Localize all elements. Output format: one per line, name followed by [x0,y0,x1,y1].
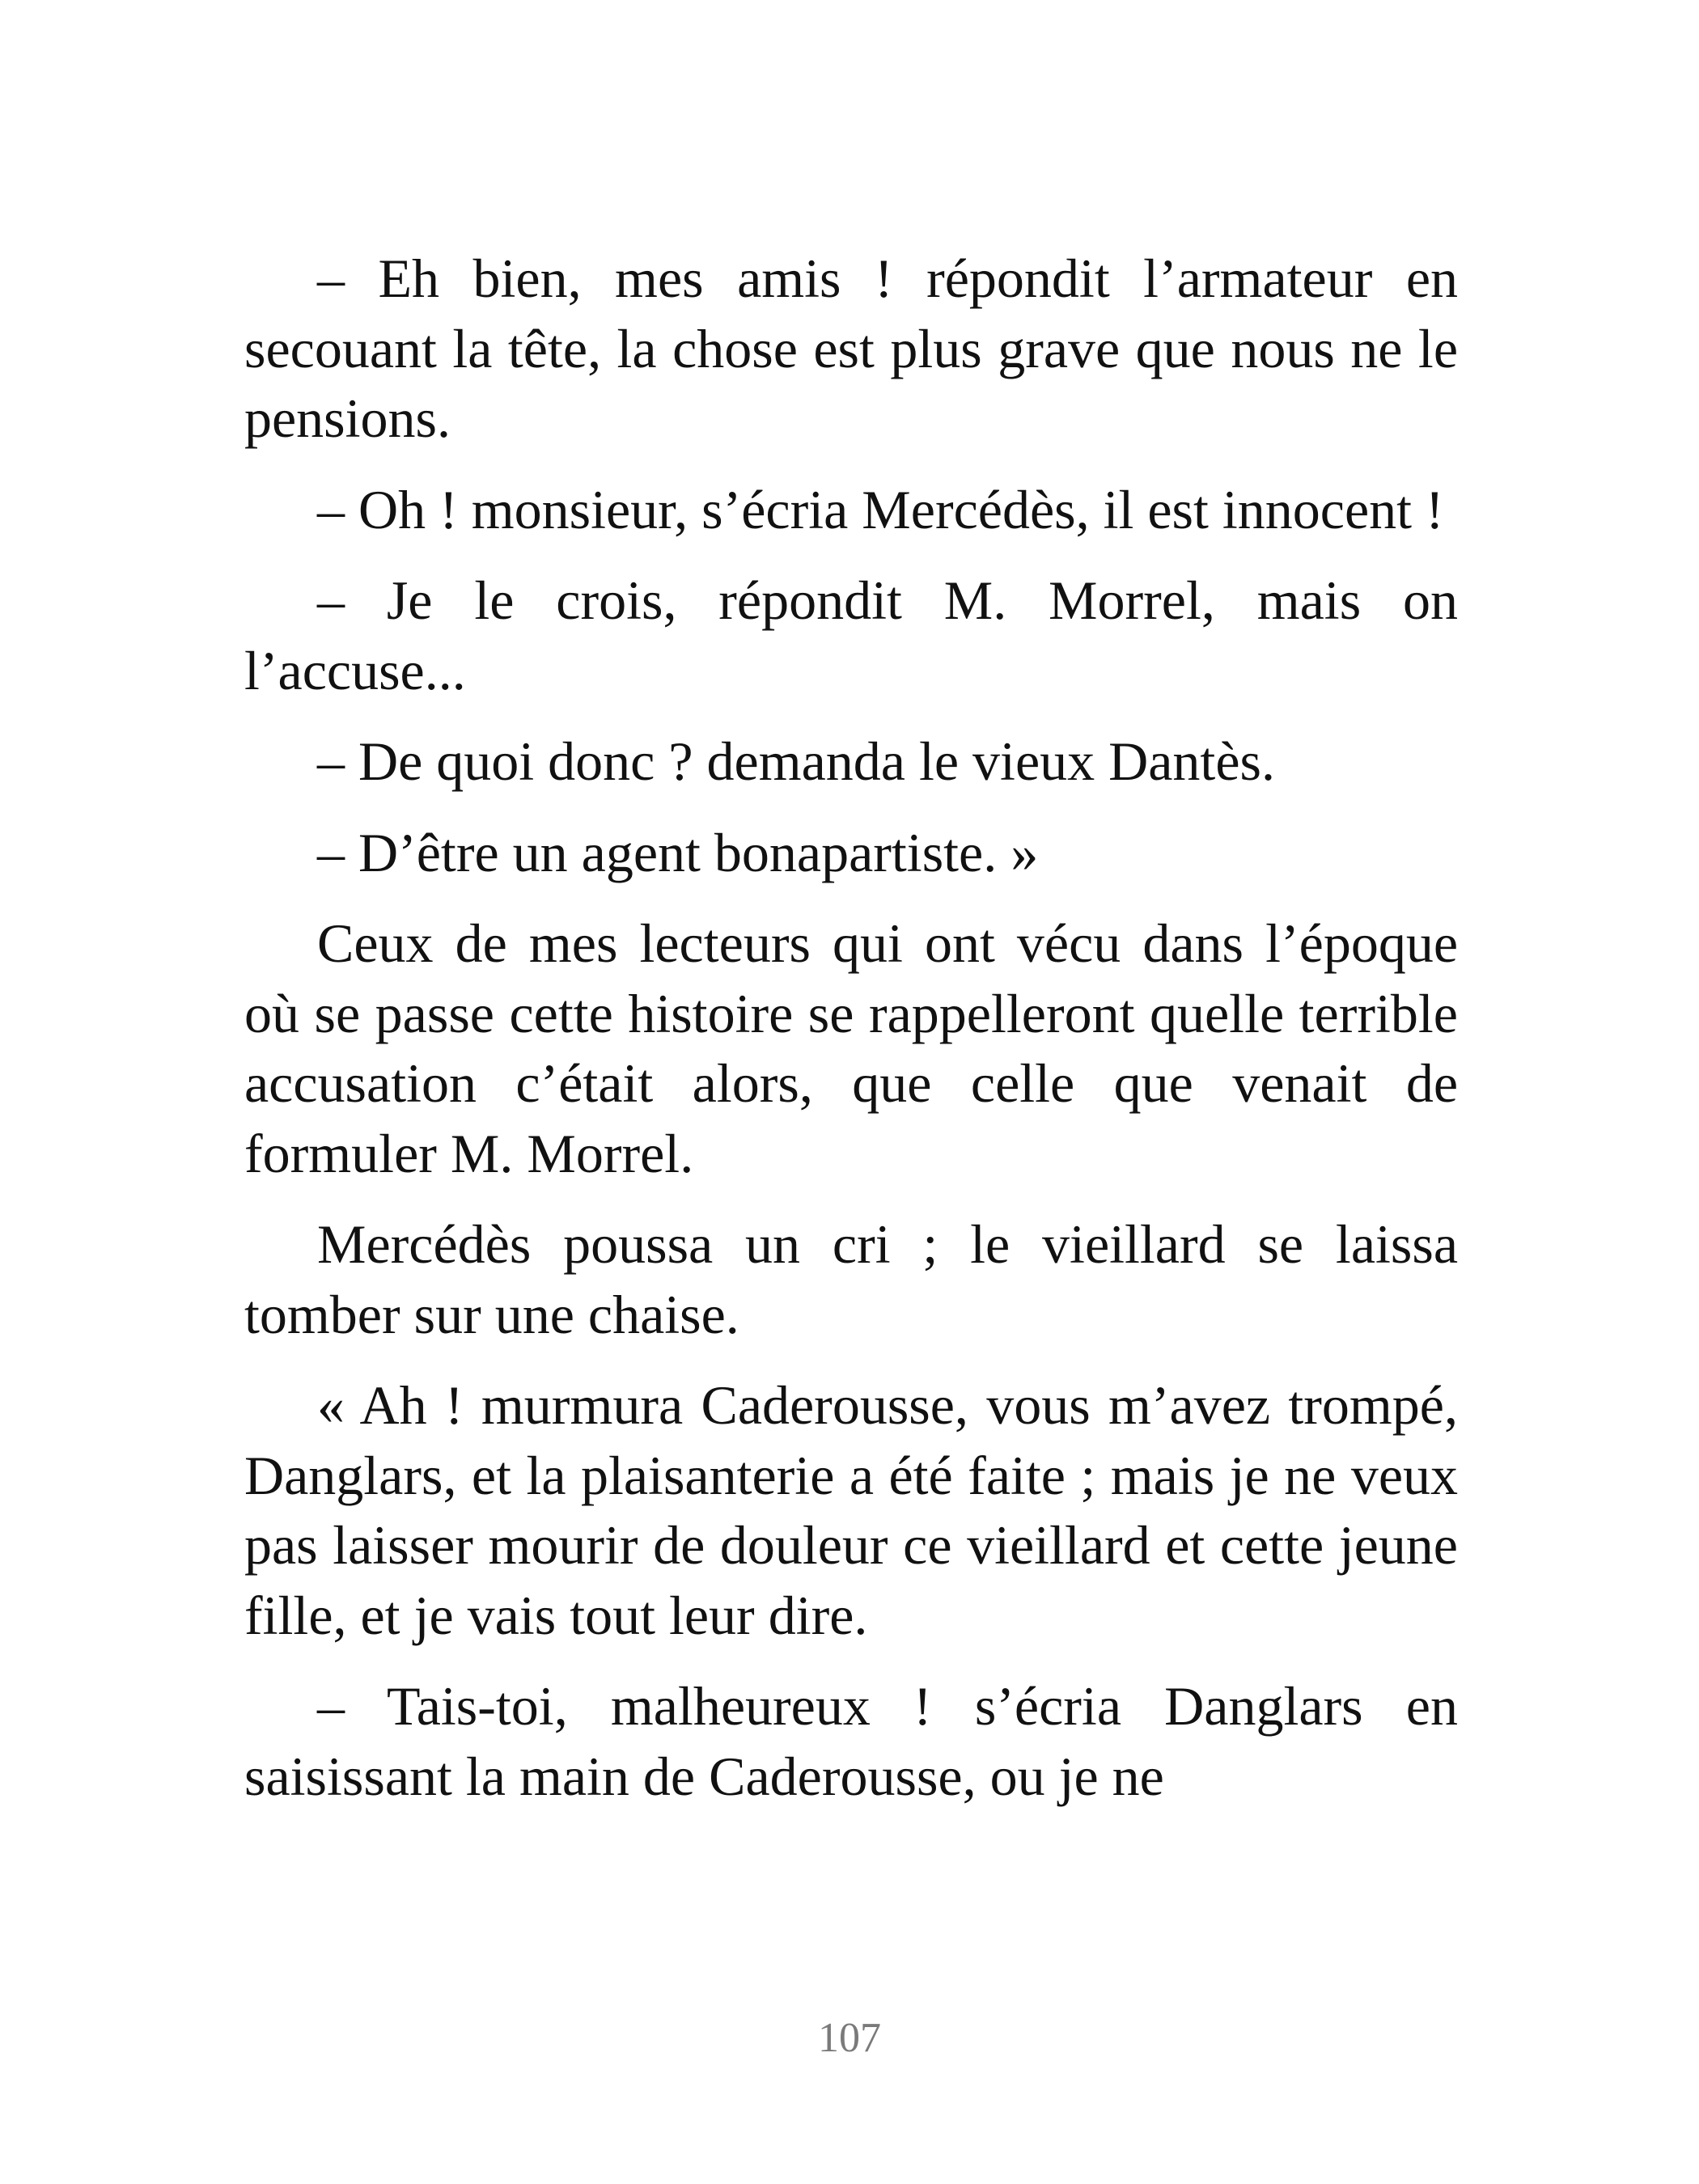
paragraph-4: – De quoi donc ? demanda le vieux Dantès. [317,730,1275,792]
paragraph-3: – Je le crois, répondit M. Morrel, mais on l’accuse... [244,569,1458,701]
paragraph-5: – D’être un agent bonapartiste. » [317,821,1039,883]
paragraph-1: – Eh bien, mes amis ! répondit l’armateur en secouant la tête, la chose est plus grave que nous ne le pensions. [244,248,1458,449]
paragraph-6: Ceux de mes lecteurs qui ont vécu dans l’époque où se passe cette histoire se rappelleront quelle terrible accusation c’était alors, que celle que venait de formuler M. Morrel. [244,912,1458,1184]
paragraph-8: « Ah ! murmura Caderousse, vous m’avez trompé, Danglars, et la plaisanterie a été faite ; mais je ne veux pas laisser mourir de douleur ce vieillard et cette jeune fille, et je vais tout leur dire. [244,1374,1458,1646]
paragraph-9: – Tais-toi, malheureux ! s’écria Danglars en saisissant la main de Caderousse, ou je ne [244,1675,1458,1807]
paragraph-7: Mercédès poussa un cri ; le vieillard se laissa tomber sur une chaise. [244,1213,1458,1345]
page-number: 107 [818,2015,881,2061]
page-text-body [244,243,1458,1832]
paragraph-2: – Oh ! monsieur, s’écria Mercédès, il est innocent ! [317,478,1444,540]
